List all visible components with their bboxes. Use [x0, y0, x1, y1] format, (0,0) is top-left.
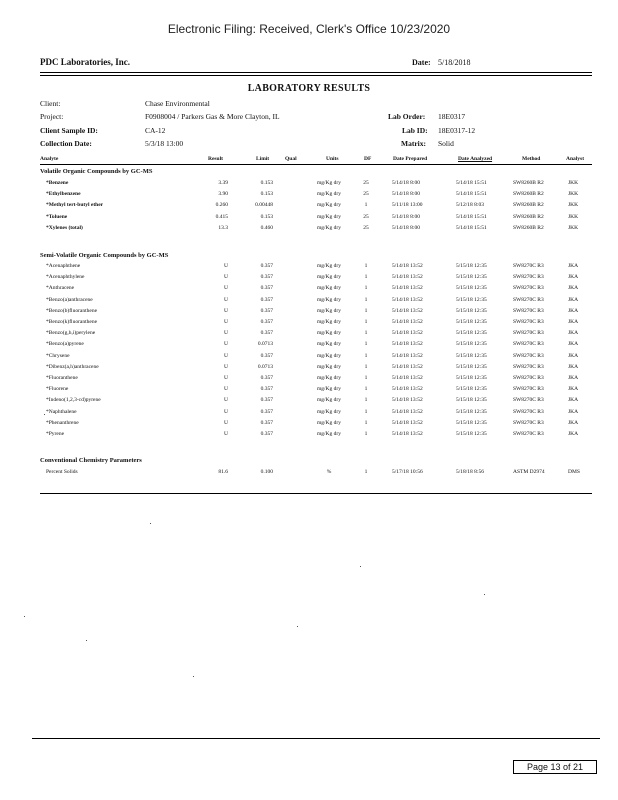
cell-date-analyzed: 5/15/18 12:35	[456, 352, 487, 359]
cell-date-analyzed: 5/15/18 12:35	[456, 330, 487, 337]
cell-date-analyzed: 5/14/18 15:51	[456, 180, 487, 186]
cell-result: 81.6	[218, 469, 228, 475]
cell-date-prepared: 5/14/18 13:52	[392, 274, 423, 281]
cell-df: 1	[364, 469, 368, 475]
table-row	[0, 225, 618, 236]
cell-date-prepared: 5/14/18 13:52	[392, 330, 423, 337]
cell-method: SW8260B R2	[513, 202, 544, 209]
cell-units: mg/Kg dry	[317, 224, 341, 231]
cell-units: mg/Kg dry	[317, 330, 341, 337]
cell-method: ASTM D2974	[513, 469, 545, 475]
cell-result: U	[224, 408, 228, 415]
cell-analyst: JKK	[568, 224, 579, 231]
header-rule-thin	[40, 75, 592, 76]
lab-id-value: 18E0317-12	[438, 126, 476, 135]
matrix-label: Matrix:	[401, 139, 426, 148]
cell-units: mg/Kg dry	[317, 191, 341, 198]
cell-units: mg/Kg dry	[317, 386, 341, 393]
cell-analyst: JKA	[568, 363, 579, 370]
cell-date-analyzed: 5/14/18 15:51	[456, 224, 487, 231]
cell-date-analyzed: 5/15/18 12:35	[456, 274, 487, 281]
table-row	[0, 409, 618, 420]
cell-units: mg/Kg dry	[317, 431, 341, 437]
cell-method: SW8260B R2	[513, 213, 544, 220]
cell-analyte: *Benzo(b)fluoranthene	[46, 307, 98, 314]
cell-limit: 0.357	[260, 352, 273, 359]
cell-analyst: JKA	[568, 319, 579, 325]
cell-limit: 0.0713	[257, 363, 273, 370]
cell-df: 1	[364, 319, 368, 325]
cell-result: U	[224, 352, 228, 359]
cell-date-prepared: 5/14/18 13:52	[392, 296, 423, 303]
cell-method: SW8270C R3	[513, 285, 544, 292]
cell-analyte: *Acenaphthylene	[46, 274, 85, 281]
cell-result: U	[224, 397, 228, 404]
lab-order-label: Lab Order:	[388, 112, 426, 121]
cell-date-analyzed: 5/14/18 15:51	[456, 213, 487, 220]
cell-limit: 0.00448	[255, 202, 273, 209]
cell-units: mg/Kg dry	[317, 397, 341, 404]
cell-date-analyzed: 5/15/18 12:35	[456, 375, 487, 381]
cell-limit: 0.357	[260, 307, 273, 314]
cell-date-prepared: 5/14/18 8:00	[392, 213, 420, 220]
table-row	[0, 263, 618, 274]
table-row	[0, 319, 618, 330]
table-row	[0, 180, 618, 191]
cell-analyte: *Phenanthrene	[46, 419, 79, 426]
cell-result: U	[224, 319, 228, 325]
cell-limit: 0.357	[260, 375, 273, 381]
column-header-rule	[40, 164, 592, 165]
cell-units: mg/Kg dry	[317, 274, 341, 281]
col-result: Result	[208, 156, 223, 162]
cell-limit: 0.153	[260, 213, 273, 220]
cell-method: SW8270C R3	[513, 386, 544, 393]
cell-units: mg/Kg dry	[317, 319, 341, 325]
cell-analyte: *Benzo(k)fluoranthene	[46, 319, 98, 325]
cell-units: mg/Kg dry	[317, 341, 341, 348]
cell-result: 0.260	[215, 202, 228, 209]
cell-date-prepared: 5/14/18 13:52	[392, 352, 423, 359]
date-value: 5/18/2018	[438, 58, 471, 67]
cell-date-prepared: 5/17/18 10:56	[392, 469, 423, 475]
cell-date-prepared: 5/14/18 13:52	[392, 386, 423, 393]
cell-date-prepared: 5/14/18 13:52	[392, 341, 423, 348]
cell-date-prepared: 5/14/18 13:52	[392, 285, 423, 292]
table-row	[0, 353, 618, 364]
cell-method: SW8270C R3	[513, 319, 544, 325]
table-row	[0, 386, 618, 397]
cell-result: U	[224, 419, 228, 426]
cell-date-prepared: 5/14/18 13:52	[392, 319, 423, 325]
table-row	[0, 297, 618, 308]
cell-df: 25	[363, 191, 369, 198]
cell-limit: 0.357	[260, 330, 273, 337]
cell-result: 3.39	[218, 180, 228, 186]
cell-method: SW8260B R2	[513, 180, 544, 186]
cell-method: SW8260B R2	[513, 191, 544, 198]
cell-date-analyzed: 5/15/18 12:35	[456, 285, 487, 292]
sample-value: CA-12	[145, 126, 166, 135]
sample-label: Client Sample ID:	[40, 126, 98, 135]
cell-analyst: JKA	[568, 274, 579, 281]
cell-units: mg/Kg dry	[317, 375, 341, 381]
cell-df: 1	[364, 375, 368, 381]
col-analyte: Analyte	[40, 156, 59, 162]
cell-date-analyzed: 5/15/18 12:35	[456, 397, 487, 404]
cell-analyst: JKA	[568, 296, 579, 303]
cell-analyte: *Dibenz(a,h)anthracene	[46, 363, 99, 370]
cell-date-analyzed: 5/15/18 12:35	[456, 341, 487, 348]
cell-analyte: *Methyl tert-butyl ether	[46, 202, 104, 209]
cell-date-analyzed: 5/15/18 12:35	[456, 307, 487, 314]
table-row	[0, 341, 618, 352]
cell-limit: 0.153	[260, 180, 273, 186]
cell-units: mg/Kg dry	[317, 213, 341, 220]
cell-result: U	[224, 285, 228, 292]
date-label: Date:	[412, 58, 431, 67]
cell-method: SW8270C R3	[513, 397, 544, 404]
cell-analyte: *Xylenes (total)	[46, 224, 83, 231]
cell-analyst: JKA	[568, 375, 579, 381]
cell-analyte: *Benzene	[46, 180, 69, 186]
cell-date-prepared: 5/14/18 13:52	[392, 307, 423, 314]
cell-result: U	[224, 341, 228, 348]
cell-date-analyzed: 5/15/18 12:35	[456, 386, 487, 393]
cell-analyst: JKA	[568, 397, 579, 404]
cell-date-analyzed: 5/15/18 12:35	[456, 419, 487, 426]
table-row	[0, 397, 618, 408]
cell-analyte: *Chrysene	[46, 352, 70, 359]
section-title-conventional: Conventional Chemistry Parameters	[40, 457, 142, 464]
cell-limit: 0.0713	[257, 341, 273, 348]
lab-id-label: Lab ID:	[402, 126, 428, 135]
cell-df: 1	[364, 274, 368, 281]
cell-units: mg/Kg dry	[317, 307, 341, 314]
cell-date-prepared: 5/14/18 13:52	[392, 363, 423, 370]
table-end-rule	[40, 493, 592, 494]
cell-units: mg/Kg dry	[317, 180, 341, 186]
cell-units: mg/Kg dry	[317, 202, 341, 209]
cell-limit: 0.100	[260, 469, 273, 475]
cell-df: 25	[363, 213, 369, 220]
cell-result: U	[224, 375, 228, 381]
col-df: DF	[364, 156, 372, 162]
cell-limit: 0.357	[260, 296, 273, 303]
cell-method: SW8260B R2	[513, 224, 544, 231]
cell-date-prepared: 5/14/18 13:52	[392, 263, 423, 269]
project-value: F0908004 / Parkers Gas & More Clayton, IL	[145, 112, 280, 121]
cell-result: 3.90	[218, 191, 228, 198]
cell-limit: 0.357	[260, 263, 273, 269]
cell-method: SW8270C R3	[513, 419, 544, 426]
cell-units: mg/Kg dry	[317, 408, 341, 415]
cell-result: U	[224, 363, 228, 370]
cell-df: 1	[364, 363, 368, 370]
cell-result: U	[224, 296, 228, 303]
table-row	[0, 191, 618, 202]
cell-analyst: JKA	[568, 330, 579, 337]
cell-date-prepared: 5/14/18 13:52	[392, 397, 423, 404]
table-row	[0, 214, 618, 225]
cell-limit: 0.357	[260, 386, 273, 393]
cell-date-analyzed: 5/15/18 12:35	[456, 319, 487, 325]
table-row	[0, 431, 618, 442]
cell-analyst: JKA	[568, 431, 579, 437]
cell-method: SW8270C R3	[513, 431, 544, 437]
report-title: LABORATORY RESULTS	[247, 83, 371, 94]
col-limit: Limit	[256, 156, 270, 162]
client-value: Chase Environmental	[145, 99, 210, 108]
cell-limit: 0.357	[260, 431, 273, 437]
collection-value: 5/3/18 13:00	[145, 139, 184, 148]
cell-date-analyzed: 5/15/18 12:35	[456, 363, 487, 370]
table-row	[0, 285, 618, 296]
cell-units: mg/Kg dry	[317, 285, 341, 292]
col-method: Method	[522, 156, 541, 162]
cell-result: 13.3	[218, 224, 228, 231]
col-date-analyzed: Date Analyzed	[458, 156, 493, 162]
cell-result: U	[224, 274, 228, 281]
cell-units: mg/Kg dry	[317, 296, 341, 303]
table-row	[0, 364, 618, 375]
cell-df: 1	[364, 296, 368, 303]
cell-date-analyzed: 5/18/18 8:56	[456, 469, 484, 475]
table-row	[0, 330, 618, 341]
cell-result: 0.415	[215, 213, 228, 220]
cell-date-analyzed: 5/12/18 8:03	[456, 202, 484, 209]
cell-result: U	[224, 431, 228, 437]
cell-date-analyzed: 5/15/18 12:35	[456, 263, 487, 269]
filing-stamp: Electronic Filing: Received, Clerk's Office 10/23/2020	[167, 22, 451, 36]
cell-analyte: *Benzo(a)pyrene	[46, 341, 84, 348]
cell-df: 1	[364, 202, 368, 209]
cell-method: SW8270C R3	[513, 352, 544, 359]
cell-method: SW8270C R3	[513, 408, 544, 415]
cell-analyst: JKK	[568, 202, 579, 209]
cell-df: 1	[364, 397, 368, 404]
cell-analyst: JKK	[568, 213, 579, 220]
cell-df: 1	[364, 431, 368, 437]
cell-date-prepared: 5/14/18 8:00	[392, 180, 420, 186]
cell-units: mg/Kg dry	[317, 363, 341, 370]
cell-analyte: *Indeno(1,2,3-cd)pyrene	[46, 397, 101, 404]
cell-limit: 0.357	[260, 397, 273, 404]
cell-df: 1	[364, 419, 368, 426]
cell-limit: 0.357	[260, 319, 273, 325]
cell-analyte: *Pyrene	[46, 431, 65, 437]
cell-units: %	[326, 469, 332, 475]
cell-analyst: JKA	[568, 408, 579, 415]
cell-date-prepared: 5/14/18 8:00	[392, 191, 420, 198]
cell-units: mg/Kg dry	[317, 352, 341, 359]
table-row	[0, 202, 618, 213]
project-label: Project:	[40, 112, 64, 121]
cell-analyte: *Naphthalene	[46, 408, 77, 415]
cell-result: U	[224, 330, 228, 337]
cell-analyte: Percent Solids	[46, 469, 78, 475]
cell-df: 1	[364, 386, 368, 393]
cell-analyte: *Anthracene	[46, 285, 75, 292]
matrix-value: Solid	[438, 139, 454, 148]
table-row	[0, 469, 618, 480]
cell-units: mg/Kg dry	[317, 263, 341, 269]
section-title-semivolatile: Semi-Volatile Organic Compounds by GC-MS	[40, 252, 169, 259]
cell-limit: 0.357	[260, 274, 273, 281]
cell-analyst: JKK	[568, 180, 579, 186]
cell-method: SW8270C R3	[513, 274, 544, 281]
col-qual: Qual	[285, 156, 297, 162]
cell-analyst: JKA	[568, 341, 579, 348]
cell-df: 1	[364, 408, 368, 415]
cell-df: 1	[364, 352, 368, 359]
cell-result: U	[224, 307, 228, 314]
cell-df: 1	[364, 307, 368, 314]
col-analyst: Analyst	[566, 156, 585, 162]
header-rule	[40, 72, 592, 73]
cell-limit: 0.460	[260, 224, 273, 231]
cell-method: SW8270C R3	[513, 296, 544, 303]
cell-analyst: JKA	[568, 307, 579, 314]
cell-analyst: JKA	[568, 285, 579, 292]
cell-date-prepared: 5/14/18 13:52	[392, 419, 423, 426]
cell-analyst: JKA	[568, 263, 579, 269]
cell-result: U	[224, 263, 228, 269]
col-units: Units	[326, 156, 339, 162]
cell-date-analyzed: 5/15/18 12:35	[456, 431, 487, 437]
table-row	[0, 274, 618, 285]
cell-date-prepared: 5/14/18 13:52	[392, 375, 423, 381]
cell-analyte: *Acenaphthene	[46, 263, 81, 269]
cell-method: SW8270C R3	[513, 263, 544, 269]
cell-method: SW8270C R3	[513, 375, 544, 381]
cell-limit: 0.357	[260, 419, 273, 426]
cell-df: 1	[364, 330, 368, 337]
cell-analyst: JKK	[568, 191, 579, 198]
cell-limit: 0.357	[260, 408, 273, 415]
cell-analyst: DMS	[568, 469, 580, 475]
cell-df: 25	[363, 224, 369, 231]
lab-name: PDC Laboratories, Inc.	[40, 57, 130, 67]
cell-date-prepared: 5/14/18 13:52	[392, 431, 423, 437]
cell-df: 1	[364, 341, 368, 348]
cell-analyst: JKA	[568, 352, 579, 359]
cell-analyte: *Fluoranthene	[46, 375, 78, 381]
cell-date-prepared: 5/11/18 13:00	[392, 202, 423, 209]
cell-method: SW8270C R3	[513, 330, 544, 337]
collection-label: Collection Date:	[40, 139, 92, 148]
table-row	[0, 375, 618, 386]
cell-date-analyzed: 5/14/18 15:51	[456, 191, 487, 198]
cell-date-prepared: 5/14/18 8:00	[392, 224, 420, 231]
cell-analyte: *Toluene	[46, 213, 68, 220]
cell-method: SW8270C R3	[513, 307, 544, 314]
cell-df: 1	[364, 285, 368, 292]
cell-analyst: JKA	[568, 386, 579, 393]
cell-analyte: *Benzo(g,h,i)perylene	[46, 330, 96, 337]
cell-method: SW8270C R3	[513, 363, 544, 370]
cell-result: U	[224, 386, 228, 393]
col-date-prepared: Date Prepared	[393, 156, 428, 162]
section-title-volatile: Volatile Organic Compounds by GC-MS	[40, 168, 153, 175]
lab-order-value: 18E0317	[438, 112, 466, 121]
cell-units: mg/Kg dry	[317, 419, 341, 426]
cell-date-analyzed: 5/15/18 12:35	[456, 408, 487, 415]
cell-analyst: JKA	[568, 419, 579, 426]
cell-analyte: *Benzo(a)anthracene	[46, 296, 93, 303]
cell-df: 25	[363, 180, 369, 186]
table-row	[0, 308, 618, 319]
page-number-box: Page 13 of 21	[513, 760, 597, 774]
cell-date-prepared: 5/14/18 13:52	[392, 408, 423, 415]
cell-df: 1	[364, 263, 368, 269]
cell-analyte: *Fluorene	[46, 386, 69, 393]
cell-analyte: *Ethylbenzene	[46, 191, 81, 198]
cell-limit: 0.153	[260, 191, 273, 198]
cell-limit: 0.357	[260, 285, 273, 292]
client-label: Client:	[40, 99, 61, 108]
cell-method: SW8270C R3	[513, 341, 544, 348]
footer-rule	[32, 738, 600, 739]
table-row	[0, 420, 618, 431]
cell-date-analyzed: 5/15/18 12:35	[456, 296, 487, 303]
